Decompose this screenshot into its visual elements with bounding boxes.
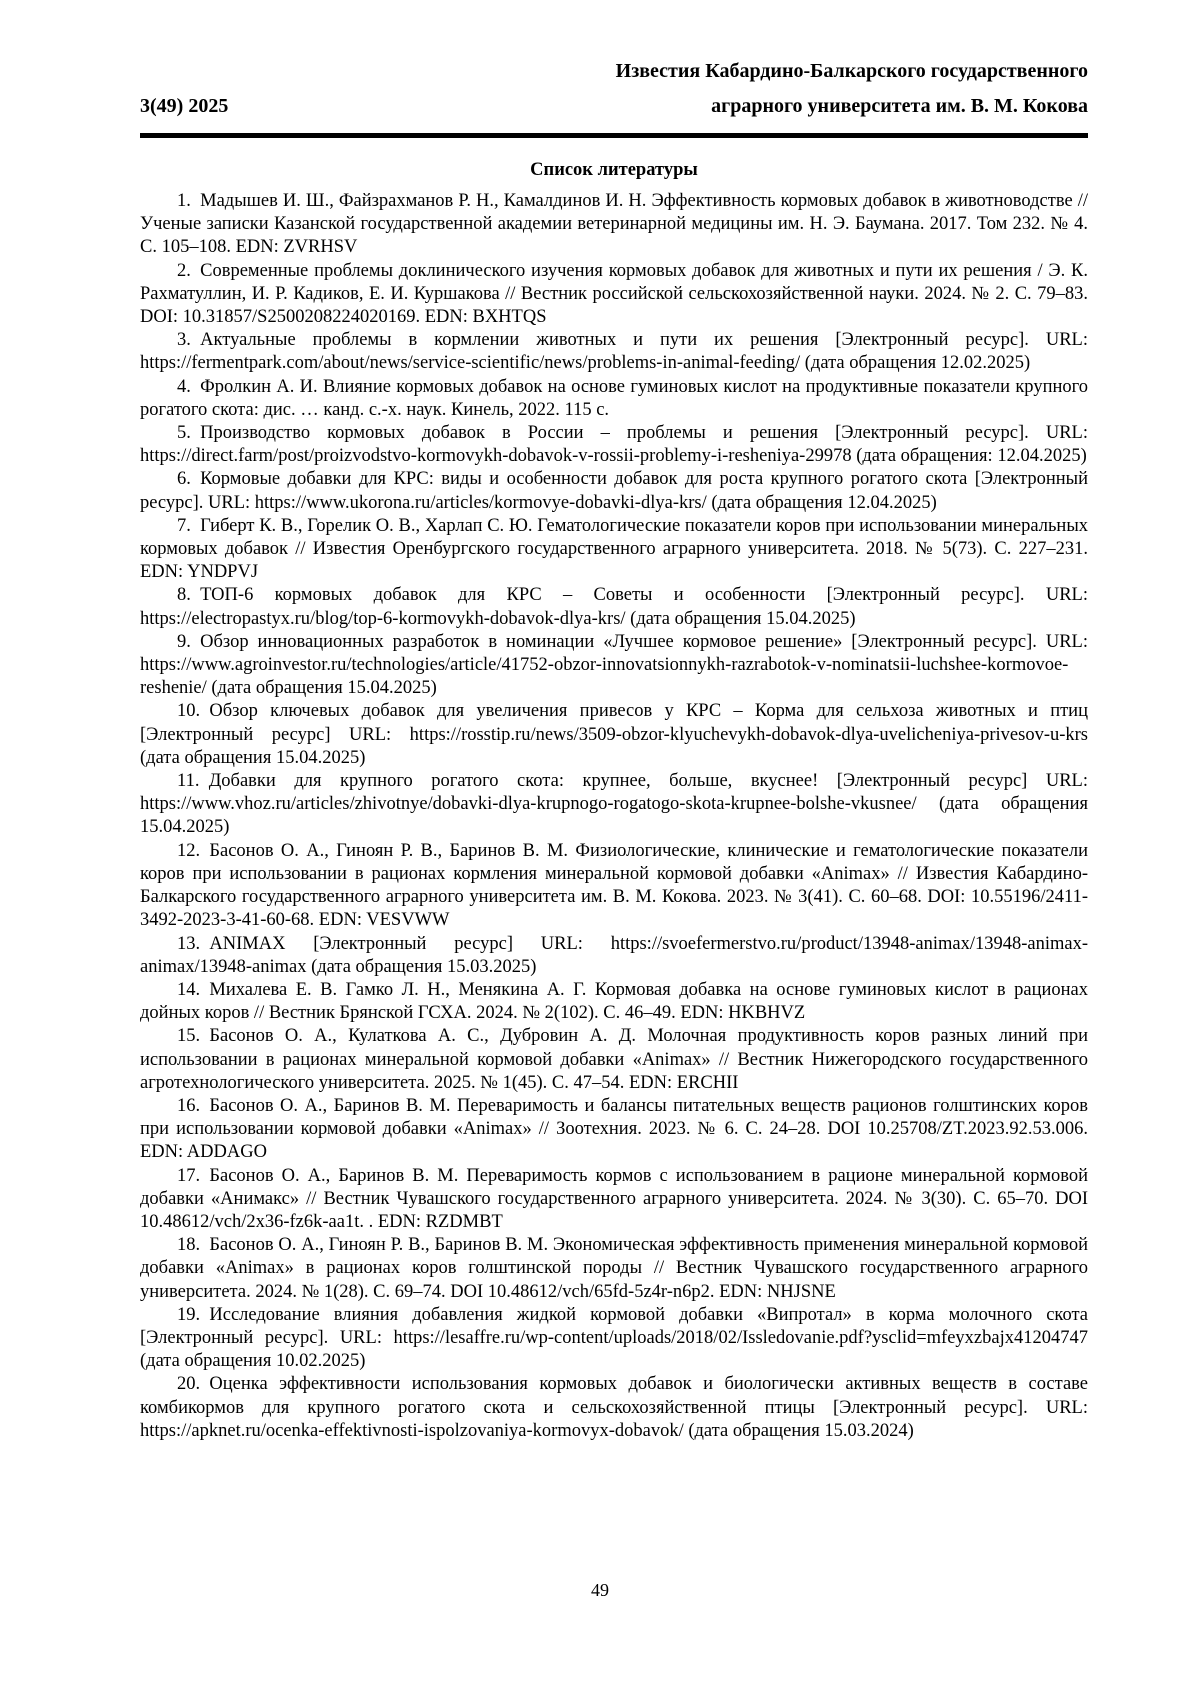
page-header <box>140 54 1088 124</box>
reference-item: 9. Обзор инновационных разработок в номинации «Лучшее кормовое решение» [Электронный ресурс]. URL: https://www.agroinvestor.ru/technologies/article/41752-obzor-innovatsionnykh-razrabotok-v-nominatsii-luchshee-kormovoe-reshenie/ (дата обращения 15.04.2025) <box>140 631 1088 699</box>
reference-item: 20. Оценка эффективности использования кормовых добавок и биологически активных веществ в составе комбикормов для крупного рогатого скота и сельскохозяйственной птицы [Электронный ресурс]. URL: https://apknet.ru/ocenka-effektivnosti-ispolzovaniya-kormovyx-dobavok/ (дата обращения 15.03.2024) <box>140 1374 1088 1441</box>
section-title: Список литературы <box>530 160 698 180</box>
header-rule <box>140 133 1088 138</box>
reference-item: 15. Басонов О. А., Кулаткова А. С., Дубровин А. Д. Молочная продуктивность коров разных линий при использовании в рационах минеральной кормовой добавки «Animax» // Вестник Нижегородского государственного агротехнологического университета. 2025. № 1(45). С. 47–54. EDN: ERCHII <box>140 1026 1088 1093</box>
reference-item: 4. Фролкин А. И. Влияние кормовых добавок на основе гуминовых кислот на продуктивные показатели крупного рогатого скота: дис. … канд. с.-х. наук. Кинель, 2022. 115 с. <box>140 376 1088 420</box>
reference-item: 10. Обзор ключевых добавок для увеличения привесов у КРС – Корма для сельхоза животных и птиц [Электронный ресурс] URL: https://rosstip.ru/news/3509-obzor-klyuchevykh-dobavok-dlya-uvelicheniya-privesov-u-krs (дата обращения 15.04.2025) <box>140 701 1088 768</box>
reference-item: 16. Басонов О. А., Баринов В. М. Переваримость и балансы питательных веществ рационов голштинских коров при использовании кормовой добавки «Animax» // Зоотехния. 2023. № 6. С. 24–28. DOI 10.25708/ZT.2023.92.53.006. EDN: ADDAGO <box>140 1095 1088 1163</box>
reference-item: 12. Басонов О. А., Гиноян Р. В., Баринов В. М. Физиологические, клинические и гематологические показатели коров при использовании в рационах кормления минеральной кормовой добавки «Animax» // Известия Кабардино-Балкарского государственного аграрного университета им. В. М. Кокова. 2023. № 3(41). С. 60–68. DOI: 10.55196/2411-3492-2023-3-41-60-68. EDN: VESVWW <box>140 840 1088 931</box>
reference-item: 6. Кормовые добавки для КРС: виды и особенности добавок для роста крупного рогатого скота [Электронный ресурс]. URL: https://www.ukorona.ru/articles/kormovye-dobavki-dlya-krs/ (дата обращения 12.04.2025) <box>140 469 1088 513</box>
reference-item: 14. Михалева Е. В. Гамко Л. Н., Менякина А. Г. Кормовая добавка на основе гуминовых кислот в рационах дойных коров // Вестник Брянской ГСХА. 2024. № 2(102). С. 46–49. EDN: HKBHVZ <box>140 979 1088 1024</box>
reference-item: 13. ANIMAX [Электронный ресурс] URL: https://svoefermerstvo.ru/product/13948-animax/13948-animax-animax/13948-animax (дата обращения 15.03.2025) <box>140 933 1088 977</box>
reference-item: 2. Современные проблемы доклинического изучения кормовых добавок для животных и пути их решения / Э. К. Рахматуллин, И. Р. Кадиков, Е. И. Куршакова // Вестник российской сельскохозяйственной науки. 2024. № 2. С. 79–83. DOI: 10.31857/S2500208224020169. EDN: BXHTQS <box>140 260 1088 328</box>
reference-item: 19. Исследование влияния добавления жидкой кормовой добавки «Випротал» в корма молочного скота [Электронный ресурс]. URL: https://lesaffre.ru/wp-content/uploads/2018/02/Issledovanie.pdf?ysclid=mfeyxzbajx41204747 (дата обращения 10.02.2025) <box>140 1304 1088 1372</box>
reference-item: 11. Добавки для крупного рогатого скота: крупнее, больше, вкуснее! [Электронный ресурс] URL: https://www.vhoz.ru/articles/zhivotnye/dobavki-dlya-krupnogo-rogatogo-skota-krupnee-bolshe-vkusnee/ (дата обращения 15.04.2025) <box>140 771 1088 838</box>
reference-item: 8. ТОП-6 кормовых добавок для КРС – Советы и особенности [Электронный ресурс]. URL: https://electropastyx.ru/blog/top-6-kormovykh-dobavok-dlya-krs/ (дата обращения 15.04.2025) <box>140 585 1088 629</box>
reference-item: 3. Актуальные проблемы в кормлении животных и пути их решения [Электронный ресурс]. URL: https://fermentpark.com/about/news/service-scientific/news/problems-in-animal-feeding/ (дата обращения 12.02.2025) <box>140 330 1088 374</box>
journal-title-line2: аграрного университета им. В. М. Кокова <box>711 95 1088 117</box>
journal-title-line1: Известия Кабардино-Балкарского государственного <box>615 60 1088 82</box>
reference-item: 7. Гиберт К. В., Горелик О. В., Харлап С. Ю. Гематологические показатели коров при использовании минеральных кормовых добавок // Известия Оренбургского государственного аграрного университета. 2018. № 5(73). С. 227–231. EDN: YNDPVJ <box>140 515 1088 583</box>
journal-title <box>616 54 1088 124</box>
page-number: 49 <box>591 1580 609 1600</box>
reference-item: 17. Басонов О. А., Баринов В. М. Переваримость кормов с использованием в рационе минеральной кормовой добавки «Анимакс» // Вестник Чувашского государственного аграрного университета. 2024. № 3(30). С. 65–70. DOI 10.48612/vch/2x36-fz6k-aa1t. . EDN: RZDMBT <box>140 1165 1088 1232</box>
reference-item: 1. Мадышев И. Ш., Файзрахманов Р. Н., Камалдинов И. Н. Эффективность кормовых добавок в животноводстве // Ученые записки Казанской государственной академии ветеринарной медицины им. Н. Э. Баумана. 2017. Том 232. № 4. С. 105–108. EDN: ZVRHSV <box>140 191 1088 258</box>
reference-item: 18. Басонов О. А., Гиноян Р. В., Баринов В. М. Экономическая эффективность применения минеральной кормовой добавки «Animax» в рационах коров голштинской породы // Вестник Чувашского государственного аграрного университета. 2024. № 1(28). С. 69–74. DOI 10.48612/vch/65fd-5z4r-n6p2. EDN: NHJSNE <box>140 1235 1088 1302</box>
reference-item: 5. Производство кормовых добавок в России – проблемы и решения [Электронный ресурс]. URL: https://direct.farm/post/proizvodstvo-kormovykh-dobavok-v-rossii-problemy-i-resheniya-29978 (дата обращения: 12.04.2025) <box>140 423 1088 467</box>
journal-issue: 3(49) 2025 <box>140 95 229 117</box>
references-list <box>140 190 1088 1443</box>
